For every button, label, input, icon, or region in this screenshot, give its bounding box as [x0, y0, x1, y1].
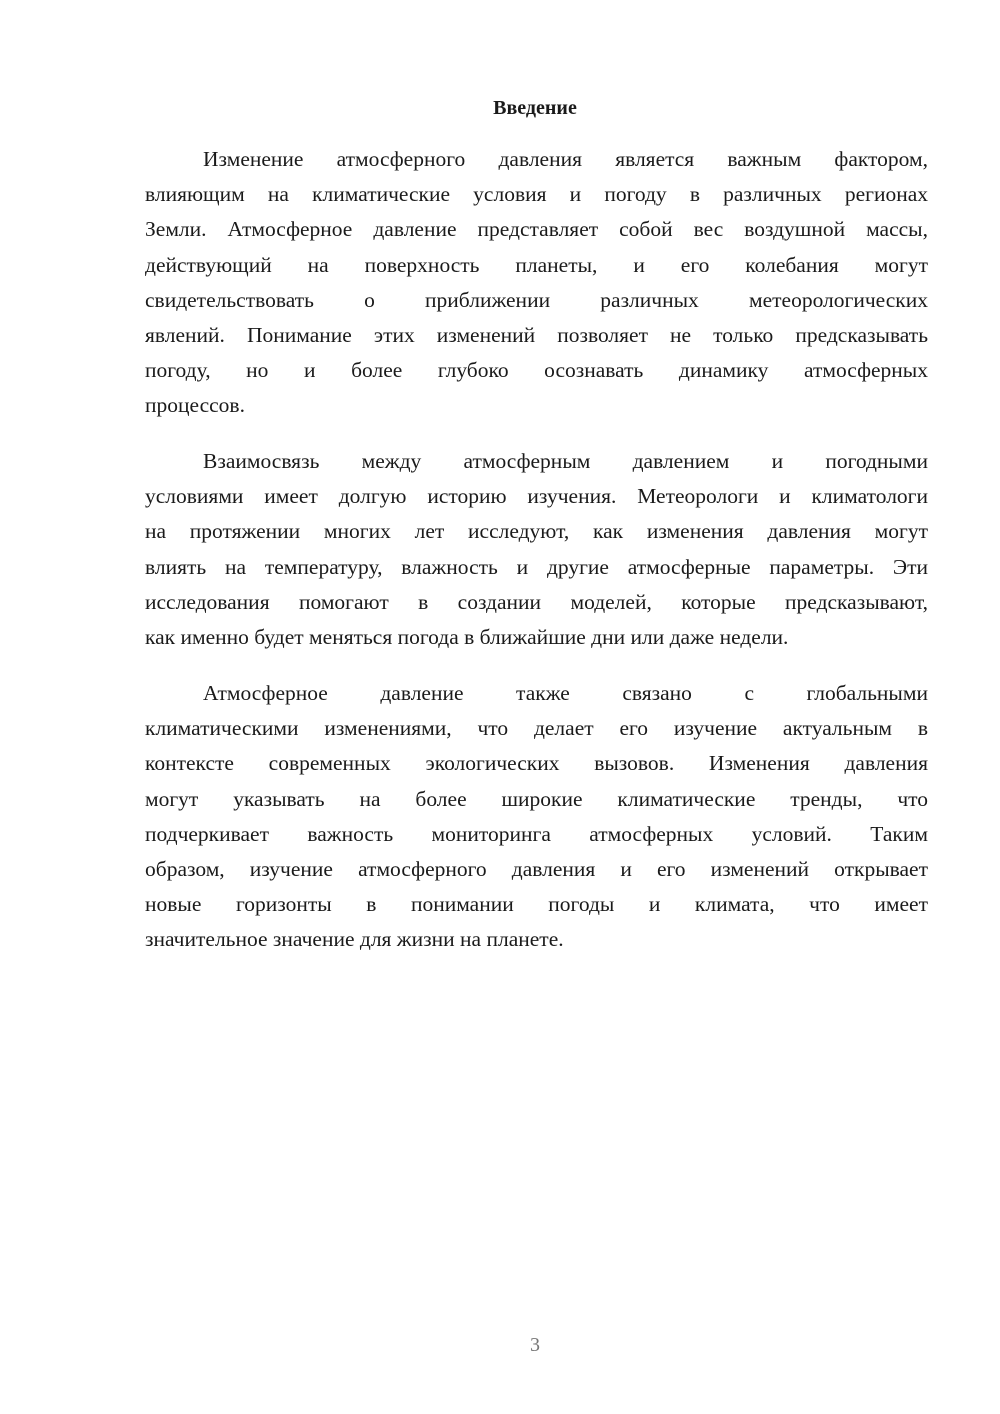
text-line: на протяжении многих лет исследуют, как изменения давления могут: [145, 519, 928, 544]
text-line: условиями имеет долгую историю изучения. Метеорологи и климатологи: [145, 484, 928, 509]
paragraph-2: [145, 444, 928, 655]
text-line: подчеркивает важность мониторинга атмосферных условий. Таким: [145, 821, 928, 846]
paragraph-3: [145, 676, 928, 958]
text-line: могут указывать на более широкие климатические тренды, что: [145, 786, 928, 811]
text-line: значительное значение для жизни на планете.: [145, 927, 564, 952]
text-line: новые горизонты в понимании погоды и климата, что имеет: [145, 892, 928, 917]
text-line: погоду, но и более глубоко осознавать динамику атмосферных: [145, 358, 928, 383]
text-line: климатическими изменениями, что делает его изучение актуальным в: [145, 716, 928, 741]
page-number: 3: [530, 1334, 540, 1356]
paragraph-1: [145, 142, 928, 424]
text-line: Земли. Атмосферное давление представляет собой вес воздушной массы,: [145, 217, 928, 242]
text-line: контексте современных экологических вызовов. Изменения давления: [145, 751, 928, 776]
text-line: влиять на температуру, влажность и другие атмосферные параметры. Эти: [145, 554, 928, 579]
page-title: Введение: [493, 97, 577, 119]
text-line: действующий на поверхность планеты, и его колебания могут: [145, 252, 928, 277]
text-line: исследования помогают в создании моделей, которые предсказывают,: [145, 589, 928, 614]
text-line: влияющим на климатические условия и погоду в различных регионах: [145, 182, 928, 207]
text-line: явлений. Понимание этих изменений позволяет не только предсказывать: [145, 322, 928, 347]
text-line: как именно будет меняться погода в ближайшие дни или даже недели.: [145, 624, 789, 649]
text-line: процессов.: [145, 393, 245, 418]
text-line: Изменение атмосферного давления является важным фактором,: [203, 147, 928, 171]
text-line: образом, изучение атмосферного давления и его изменений открывает: [145, 856, 928, 881]
text-line: Атмосферное давление также связано с глобальными: [203, 681, 928, 705]
text-line: Взаимосвязь между атмосферным давлением и погодными: [203, 449, 928, 473]
text-line: свидетельствовать о приближении различных метеорологических: [145, 287, 928, 312]
